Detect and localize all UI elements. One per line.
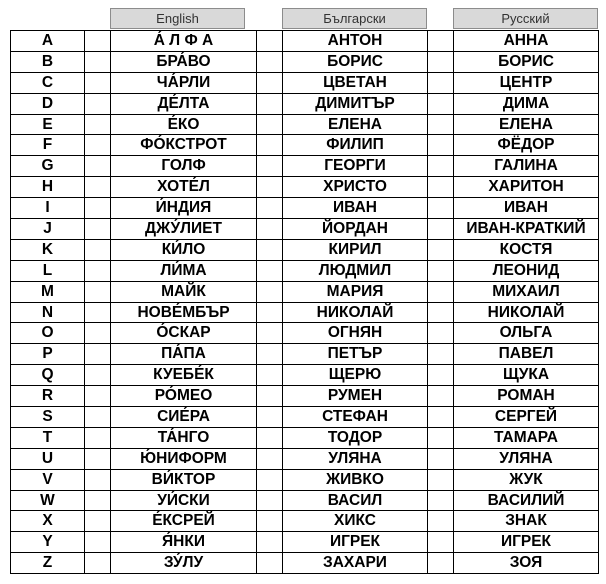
table-row: [11, 72, 599, 93]
spacer-cell: [85, 490, 111, 511]
bulgarian-word-cell: ЗАХАРИ: [283, 553, 428, 574]
english-word-cell: О́СКАР: [111, 323, 257, 344]
bulgarian-word-cell: РУМЕН: [283, 386, 428, 407]
spacer-cell: [428, 511, 454, 532]
bulgarian-word-cell: АНТОН: [283, 31, 428, 52]
spacer-cell: [85, 302, 111, 323]
bulgarian-word-cell: ЦВЕТАН: [283, 72, 428, 93]
table-row: [11, 448, 599, 469]
letter-cell: F: [11, 135, 85, 156]
spacer-cell: [257, 553, 283, 574]
russian-word-cell: ЗОЯ: [454, 553, 599, 574]
english-word-cell: ФО́КСТРОТ: [111, 135, 257, 156]
bulgarian-word-cell: ХРИСТО: [283, 177, 428, 198]
bulgarian-word-cell: ПЕТЪР: [283, 344, 428, 365]
spacer-cell: [257, 177, 283, 198]
letter-cell: R: [11, 386, 85, 407]
table-row: [11, 31, 599, 52]
spacer-cell: [257, 51, 283, 72]
bulgarian-word-cell: ДИМИТЪР: [283, 93, 428, 114]
english-word-cell: Ю́НИФОРМ: [111, 448, 257, 469]
spacer-cell: [257, 135, 283, 156]
spacer-cell: [85, 281, 111, 302]
table-row: [11, 386, 599, 407]
english-word-cell: ЛИ́МА: [111, 260, 257, 281]
bulgarian-word-cell: ЩЕРЮ: [283, 365, 428, 386]
russian-word-cell: РОМАН: [454, 386, 599, 407]
spacer-cell: [85, 323, 111, 344]
table-row: [11, 114, 599, 135]
letter-cell: H: [11, 177, 85, 198]
russian-word-cell: ЖУК: [454, 469, 599, 490]
bulgarian-word-cell: ФИЛИП: [283, 135, 428, 156]
table-row: [11, 511, 599, 532]
table-row: [11, 156, 599, 177]
letter-cell: D: [11, 93, 85, 114]
russian-word-cell: АННА: [454, 31, 599, 52]
table-row: [11, 260, 599, 281]
russian-word-cell: УЛЯНА: [454, 448, 599, 469]
table-row: [11, 198, 599, 219]
english-word-cell: ДЕ́ЛТА: [111, 93, 257, 114]
header-bulgarian: Български: [282, 8, 427, 29]
english-word-cell: ЧА́РЛИ: [111, 72, 257, 93]
table-body: [11, 31, 599, 574]
letter-cell: U: [11, 448, 85, 469]
russian-word-cell: ГАЛИНА: [454, 156, 599, 177]
spacer-cell: [257, 31, 283, 52]
russian-word-cell: МИХАИЛ: [454, 281, 599, 302]
letter-cell: W: [11, 490, 85, 511]
spacer-cell: [85, 219, 111, 240]
spacer-cell: [428, 365, 454, 386]
spacer-cell: [85, 156, 111, 177]
table-row: [11, 469, 599, 490]
english-word-cell: Е́КСРЕЙ: [111, 511, 257, 532]
letter-cell: J: [11, 219, 85, 240]
spacer-cell: [257, 469, 283, 490]
letter-cell: E: [11, 114, 85, 135]
letter-cell: Q: [11, 365, 85, 386]
letter-cell: K: [11, 239, 85, 260]
spacer-cell: [257, 219, 283, 240]
bulgarian-word-cell: ИВАН: [283, 198, 428, 219]
english-word-cell: ВИ́КТОР: [111, 469, 257, 490]
russian-word-cell: ВАСИЛИЙ: [454, 490, 599, 511]
table-row: [11, 177, 599, 198]
russian-word-cell: ЕЛЕНА: [454, 114, 599, 135]
letter-cell: N: [11, 302, 85, 323]
spacer-cell: [85, 386, 111, 407]
bulgarian-word-cell: КИРИЛ: [283, 239, 428, 260]
spacer-cell: [428, 469, 454, 490]
spacer-cell: [428, 93, 454, 114]
english-word-cell: ХОТЕ́Л: [111, 177, 257, 198]
english-word-cell: СИЕ́РА: [111, 407, 257, 428]
spacer-cell: [428, 51, 454, 72]
spacer-cell: [428, 386, 454, 407]
spacer-cell: [428, 239, 454, 260]
spacer-cell: [428, 344, 454, 365]
table-row: [11, 553, 599, 574]
letter-cell: B: [11, 51, 85, 72]
spacer-cell: [257, 386, 283, 407]
spacer-cell: [257, 490, 283, 511]
letter-cell: P: [11, 344, 85, 365]
table-row: [11, 219, 599, 240]
spacer-cell: [85, 511, 111, 532]
spacer-cell: [85, 553, 111, 574]
english-word-cell: Я́НКИ: [111, 532, 257, 553]
phonetic-alphabet-table: [10, 30, 599, 574]
russian-word-cell: ПАВЕЛ: [454, 344, 599, 365]
spacer-cell: [85, 427, 111, 448]
russian-word-cell: ФЁДОР: [454, 135, 599, 156]
spacer-cell: [257, 344, 283, 365]
bulgarian-word-cell: ЙОРДАН: [283, 219, 428, 240]
spacer-cell: [257, 198, 283, 219]
spacer-cell: [85, 93, 111, 114]
spacer-cell: [257, 511, 283, 532]
spacer-cell: [257, 114, 283, 135]
russian-word-cell: ЦЕНТР: [454, 72, 599, 93]
spacer-cell: [257, 302, 283, 323]
spacer-cell: [428, 260, 454, 281]
russian-word-cell: ИВАН-КРАТКИЙ: [454, 219, 599, 240]
english-word-cell: КУЕБЕ́К: [111, 365, 257, 386]
spacer-cell: [85, 135, 111, 156]
letter-cell: C: [11, 72, 85, 93]
english-word-cell: ГОЛФ: [111, 156, 257, 177]
table-row: [11, 51, 599, 72]
spacer-cell: [257, 427, 283, 448]
english-word-cell: И́НДИЯ: [111, 198, 257, 219]
bulgarian-word-cell: ВАСИЛ: [283, 490, 428, 511]
bulgarian-word-cell: ГЕОРГИ: [283, 156, 428, 177]
spacer-cell: [85, 198, 111, 219]
bulgarian-word-cell: СТЕФАН: [283, 407, 428, 428]
table-row: [11, 302, 599, 323]
spacer-cell: [85, 72, 111, 93]
english-word-cell: ЗУ́ЛУ: [111, 553, 257, 574]
letter-cell: I: [11, 198, 85, 219]
russian-word-cell: ИГРЕК: [454, 532, 599, 553]
spacer-cell: [257, 365, 283, 386]
spacer-cell: [257, 448, 283, 469]
russian-word-cell: ЛЕОНИД: [454, 260, 599, 281]
bulgarian-word-cell: УЛЯНА: [283, 448, 428, 469]
spacer-cell: [428, 323, 454, 344]
bulgarian-word-cell: МАРИЯ: [283, 281, 428, 302]
english-word-cell: Е́КО: [111, 114, 257, 135]
letter-cell: A: [11, 31, 85, 52]
table-row: [11, 532, 599, 553]
english-word-cell: РО́МЕО: [111, 386, 257, 407]
header-russian: Русский: [453, 8, 598, 29]
letter-cell: O: [11, 323, 85, 344]
table-row: [11, 239, 599, 260]
bulgarian-word-cell: ИГРЕК: [283, 532, 428, 553]
russian-word-cell: КОСТЯ: [454, 239, 599, 260]
spacer-cell: [257, 407, 283, 428]
english-word-cell: КИ́ЛО: [111, 239, 257, 260]
russian-word-cell: ЗНАК: [454, 511, 599, 532]
table-row: [11, 281, 599, 302]
spacer-cell: [257, 281, 283, 302]
spacer-cell: [428, 302, 454, 323]
bulgarian-word-cell: ЖИВКО: [283, 469, 428, 490]
spacer-cell: [428, 281, 454, 302]
spacer-cell: [428, 72, 454, 93]
spacer-cell: [428, 532, 454, 553]
spacer-cell: [85, 51, 111, 72]
table-row: [11, 135, 599, 156]
letter-cell: V: [11, 469, 85, 490]
letter-cell: Y: [11, 532, 85, 553]
letter-cell: G: [11, 156, 85, 177]
spacer-cell: [257, 72, 283, 93]
spacer-cell: [428, 135, 454, 156]
letter-cell: X: [11, 511, 85, 532]
spacer-cell: [85, 365, 111, 386]
english-word-cell: ТА́НГО: [111, 427, 257, 448]
english-word-cell: МАЙК: [111, 281, 257, 302]
russian-word-cell: СЕРГЕЙ: [454, 407, 599, 428]
russian-word-cell: БОРИС: [454, 51, 599, 72]
spacer-cell: [257, 260, 283, 281]
table-row: [11, 344, 599, 365]
table-row: [11, 93, 599, 114]
bulgarian-word-cell: ТОДОР: [283, 427, 428, 448]
english-word-cell: А́ Л Ф А: [111, 31, 257, 52]
russian-word-cell: ОЛЬГА: [454, 323, 599, 344]
spacer-cell: [428, 490, 454, 511]
spacer-cell: [85, 114, 111, 135]
bulgarian-word-cell: ХИКС: [283, 511, 428, 532]
spacer-cell: [85, 469, 111, 490]
spacer-cell: [428, 156, 454, 177]
russian-word-cell: ЩУКА: [454, 365, 599, 386]
table-row: [11, 365, 599, 386]
russian-word-cell: ХАРИТОН: [454, 177, 599, 198]
letter-cell: Z: [11, 553, 85, 574]
table-row: [11, 490, 599, 511]
table-row: [11, 407, 599, 428]
english-word-cell: ПА́ПА: [111, 344, 257, 365]
spacer-cell: [428, 177, 454, 198]
table-row: [11, 323, 599, 344]
spacer-cell: [257, 93, 283, 114]
spacer-cell: [428, 448, 454, 469]
spacer-cell: [428, 427, 454, 448]
letter-cell: L: [11, 260, 85, 281]
spacer-cell: [428, 198, 454, 219]
spacer-cell: [85, 177, 111, 198]
header-english: English: [110, 8, 245, 29]
russian-word-cell: НИКОЛАЙ: [454, 302, 599, 323]
bulgarian-word-cell: ЕЛЕНА: [283, 114, 428, 135]
spacer-cell: [257, 532, 283, 553]
spacer-cell: [428, 407, 454, 428]
english-word-cell: УИ́СКИ: [111, 490, 257, 511]
table-row: [11, 427, 599, 448]
bulgarian-word-cell: БОРИС: [283, 51, 428, 72]
russian-word-cell: ТАМАРА: [454, 427, 599, 448]
spacer-cell: [257, 323, 283, 344]
letter-cell: T: [11, 427, 85, 448]
spacer-cell: [85, 407, 111, 428]
bulgarian-word-cell: ЛЮДМИЛ: [283, 260, 428, 281]
spacer-cell: [85, 31, 111, 52]
bulgarian-word-cell: ОГНЯН: [283, 323, 428, 344]
spacer-cell: [85, 260, 111, 281]
spacer-cell: [428, 31, 454, 52]
spacer-cell: [257, 156, 283, 177]
letter-cell: M: [11, 281, 85, 302]
spacer-cell: [428, 219, 454, 240]
english-word-cell: БРА́ВО: [111, 51, 257, 72]
english-word-cell: ДЖУ́ЛИЕТ: [111, 219, 257, 240]
spacer-cell: [85, 532, 111, 553]
spacer-cell: [85, 344, 111, 365]
letter-cell: S: [11, 407, 85, 428]
english-word-cell: НОВЕ́МБЪР: [111, 302, 257, 323]
spacer-cell: [85, 448, 111, 469]
spacer-cell: [85, 239, 111, 260]
russian-word-cell: ДИМА: [454, 93, 599, 114]
russian-word-cell: ИВАН: [454, 198, 599, 219]
spacer-cell: [428, 114, 454, 135]
spacer-cell: [257, 239, 283, 260]
spacer-cell: [428, 553, 454, 574]
bulgarian-word-cell: НИКОЛАЙ: [283, 302, 428, 323]
